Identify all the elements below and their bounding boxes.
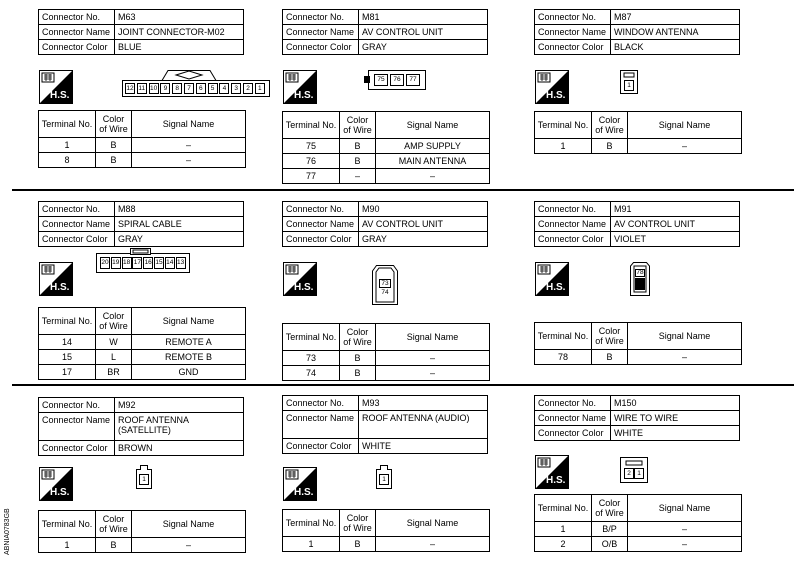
- connector-name-label: Connector Name: [283, 25, 359, 40]
- terminal-no-cell: 15: [39, 350, 96, 365]
- terminal-no-header: Terminal No.: [535, 112, 592, 139]
- terminal-no-cell: 14: [39, 335, 96, 350]
- connector-face-diagram: [620, 70, 638, 94]
- hs-harness-side-icon: [535, 70, 569, 104]
- signal-name-cell: MAIN ANTENNA: [376, 154, 490, 169]
- connector-pin: 73: [379, 279, 391, 288]
- connector-no-label: Connector No.: [39, 398, 115, 413]
- connector-pin: 6: [196, 83, 206, 94]
- wire-color-cell: B/P: [592, 522, 628, 537]
- connector-no-label: Connector No.: [39, 10, 115, 25]
- connector-pin: 20: [100, 257, 110, 269]
- table-row: [535, 350, 742, 365]
- connector-info-table: [38, 397, 244, 456]
- color-of-wire-header: Color of Wire: [340, 510, 376, 537]
- terminal-no-cell: 1: [535, 522, 592, 537]
- connector-pin: 2: [243, 83, 253, 94]
- connector-name-label: Connector Name: [39, 413, 115, 441]
- connector-face-diagram: [620, 457, 648, 483]
- terminal-no-header: Terminal No.: [535, 495, 592, 522]
- connector-face-diagram: [630, 262, 650, 296]
- terminal-no-cell: 8: [39, 153, 96, 168]
- terminal-table: [534, 111, 742, 154]
- connector-no-label: Connector No.: [283, 202, 359, 217]
- connector-color-label: Connector Color: [283, 40, 359, 55]
- connector-pin: 74: [381, 289, 389, 296]
- signal-name-cell: –: [132, 138, 246, 153]
- connector-color-label: Connector Color: [535, 426, 611, 441]
- hs-harness-side-icon: [39, 467, 73, 501]
- connector-color-label: Connector Color: [283, 439, 359, 454]
- hs-label: H.S.: [50, 282, 70, 293]
- wire-color-cell: L: [96, 350, 132, 365]
- signal-name-cell: GND: [132, 365, 246, 380]
- table-row: [283, 154, 490, 169]
- connector-color-value: BLACK: [611, 40, 740, 55]
- terminal-no-cell: 75: [283, 139, 340, 154]
- terminal-table: [282, 509, 490, 552]
- wire-color-cell: O/B: [592, 537, 628, 552]
- terminal-no-cell: 73: [283, 351, 340, 366]
- connector-name-label: Connector Name: [535, 217, 611, 232]
- connector-pin: 1: [634, 468, 644, 479]
- connector-name-value: WINDOW ANTENNA: [611, 25, 740, 40]
- hs-harness-side-icon: [39, 262, 73, 296]
- color-of-wire-header: Color of Wire: [340, 112, 376, 139]
- table-row: [283, 537, 490, 552]
- connector-no-value: M87: [611, 10, 740, 25]
- connector-name-value: AV CONTROL UNIT: [359, 217, 488, 232]
- connector-color-value: GRAY: [359, 40, 488, 55]
- hs-label: H.S.: [294, 90, 314, 101]
- signal-name-header: Signal Name: [628, 112, 742, 139]
- terminal-no-cell: 2: [535, 537, 592, 552]
- signal-name-cell: REMOTE A: [132, 335, 246, 350]
- signal-name-cell: –: [376, 351, 490, 366]
- connector-pin: 17: [132, 257, 142, 269]
- connector-pin: 5: [208, 83, 218, 94]
- connector-info-table: [282, 395, 488, 454]
- connector-no-value: M63: [115, 10, 244, 25]
- connector-pin: 4: [219, 83, 229, 94]
- connector-color-label: Connector Color: [39, 40, 115, 55]
- connector-color-value: BLUE: [115, 40, 244, 55]
- connector-no-value: M81: [359, 10, 488, 25]
- signal-name-header: Signal Name: [132, 111, 246, 138]
- connector-info-table: [534, 201, 740, 247]
- terminal-no-header: Terminal No.: [39, 111, 96, 138]
- connector-color-value: BROWN: [115, 441, 244, 456]
- terminal-table: [38, 110, 246, 168]
- signal-name-header: Signal Name: [628, 323, 742, 350]
- connector-pin: 76: [390, 74, 404, 86]
- terminal-no-cell: 17: [39, 365, 96, 380]
- connector-color-value: GRAY: [115, 232, 244, 247]
- hs-label: H.S.: [294, 487, 314, 498]
- connector-face-diagram: [122, 70, 270, 98]
- terminal-no-cell: 1: [39, 538, 96, 553]
- terminal-no-header: Terminal No.: [39, 308, 96, 335]
- connector-face-diagram: [376, 465, 392, 489]
- connector-pin: 15: [154, 257, 164, 269]
- color-of-wire-header: Color of Wire: [592, 112, 628, 139]
- color-of-wire-header: Color of Wire: [592, 323, 628, 350]
- terminal-no-cell: 1: [535, 139, 592, 154]
- wire-color-cell: B: [96, 138, 132, 153]
- hs-harness-side-icon: [283, 467, 317, 501]
- terminal-table: [282, 323, 490, 381]
- terminal-no-header: Terminal No.: [39, 511, 96, 538]
- wire-color-cell: B: [340, 351, 376, 366]
- signal-name-cell: –: [628, 537, 742, 552]
- connector-info-table: [534, 9, 740, 55]
- wire-color-cell: B: [592, 139, 628, 154]
- table-row: [535, 522, 742, 537]
- connector-pin: 10: [149, 85, 158, 92]
- connector-no-label: Connector No.: [535, 10, 611, 25]
- connector-pin: 14: [165, 257, 175, 269]
- connector-no-label: Connector No.: [283, 10, 359, 25]
- connector-no-label: Connector No.: [39, 202, 115, 217]
- connector-no-value: M150: [611, 396, 740, 411]
- connector-name-label: Connector Name: [39, 25, 115, 40]
- connector-no-value: M88: [115, 202, 244, 217]
- wire-color-cell: B: [592, 350, 628, 365]
- terminal-no-cell: 78: [535, 350, 592, 365]
- connector-pin: 18: [122, 257, 132, 269]
- connector-color-label: Connector Color: [535, 40, 611, 55]
- terminal-no-header: Terminal No.: [535, 323, 592, 350]
- table-row: [39, 138, 246, 153]
- connector-name-value: SPIRAL CABLE: [115, 217, 244, 232]
- connector-no-value: M91: [611, 202, 740, 217]
- connector-face-diagram: [136, 465, 152, 489]
- terminal-table: [38, 307, 246, 380]
- signal-name-header: Signal Name: [132, 511, 246, 538]
- hs-harness-side-icon: [39, 70, 73, 104]
- connector-name-value: JOINT CONNECTOR-M02: [115, 25, 244, 40]
- signal-name-cell: AMP SUPPLY: [376, 139, 490, 154]
- wire-color-cell: B: [96, 153, 132, 168]
- connector-color-label: Connector Color: [39, 232, 115, 247]
- connector-no-value: M90: [359, 202, 488, 217]
- terminal-no-header: Terminal No.: [283, 112, 340, 139]
- section-divider: [12, 384, 794, 386]
- wire-color-cell: B: [340, 154, 376, 169]
- hs-harness-side-icon: [283, 262, 317, 296]
- connector-color-label: Connector Color: [535, 232, 611, 247]
- connector-face-diagram: [96, 247, 190, 273]
- connector-pin: 19: [111, 257, 121, 269]
- table-row: [283, 351, 490, 366]
- connector-pin: 78: [636, 269, 644, 276]
- connector-color-label: Connector Color: [283, 232, 359, 247]
- color-of-wire-header: Color of Wire: [592, 495, 628, 522]
- hs-label: H.S.: [50, 90, 70, 101]
- connector-name-value: AV CONTROL UNIT: [359, 25, 488, 40]
- hs-label: H.S.: [50, 487, 70, 498]
- table-row: [283, 139, 490, 154]
- connector-pin: 1: [139, 474, 149, 485]
- connector-pin: 3: [231, 83, 241, 94]
- connector-info-table: [38, 9, 244, 55]
- terminal-no-header: Terminal No.: [283, 510, 340, 537]
- connector-pin: 1: [624, 80, 634, 91]
- color-of-wire-header: Color of Wire: [340, 324, 376, 351]
- connector-face-diagram: [372, 265, 398, 305]
- wire-color-cell: BR: [96, 365, 132, 380]
- connector-no-value: M93: [359, 396, 488, 411]
- hs-label: H.S.: [546, 475, 566, 486]
- connector-info-table: [282, 201, 488, 247]
- table-row: [535, 537, 742, 552]
- hs-label: H.S.: [546, 90, 566, 101]
- terminal-table: [282, 111, 490, 184]
- connector-color-label: Connector Color: [39, 441, 115, 456]
- terminal-no-header: Terminal No.: [283, 324, 340, 351]
- signal-name-cell: –: [132, 153, 246, 168]
- connector-color-value: GRAY: [359, 232, 488, 247]
- hs-harness-side-icon: [283, 70, 317, 104]
- connector-info-table: [534, 395, 740, 441]
- signal-name-header: Signal Name: [376, 112, 490, 139]
- terminal-no-cell: 1: [39, 138, 96, 153]
- table-row: [39, 365, 246, 380]
- wire-color-cell: B: [340, 537, 376, 552]
- figure-code: ABNIA0783GB: [4, 508, 11, 555]
- section-divider: [12, 189, 794, 191]
- connector-pin: 16: [143, 257, 153, 269]
- signal-name-header: Signal Name: [628, 495, 742, 522]
- connector-name-label: Connector Name: [535, 411, 611, 426]
- connector-name-value: AV CONTROL UNIT: [611, 217, 740, 232]
- table-row: [39, 153, 246, 168]
- wire-color-cell: B: [96, 538, 132, 553]
- connector-pin: 13: [176, 257, 186, 269]
- connector-pin: 77: [406, 74, 420, 86]
- table-row: [283, 366, 490, 381]
- connector-info-table: [38, 201, 244, 247]
- wire-color-cell: B: [340, 139, 376, 154]
- connector-color-value: VIOLET: [611, 232, 740, 247]
- connector-name-value: ROOF ANTENNA (AUDIO): [359, 411, 488, 439]
- hs-label: H.S.: [294, 282, 314, 293]
- connector-pin: 9: [160, 83, 170, 94]
- connector-face-diagram: [364, 70, 426, 90]
- table-row: [39, 350, 246, 365]
- connector-name-label: Connector Name: [283, 217, 359, 232]
- connector-pin: 1: [379, 474, 389, 485]
- signal-name-header: Signal Name: [376, 324, 490, 351]
- connector-pin: 1: [255, 83, 265, 94]
- connector-name-label: Connector Name: [535, 25, 611, 40]
- signal-name-cell: –: [628, 350, 742, 365]
- signal-name-cell: –: [628, 522, 742, 537]
- terminal-no-cell: 77: [283, 169, 340, 184]
- signal-name-header: Signal Name: [132, 308, 246, 335]
- terminal-no-cell: 74: [283, 366, 340, 381]
- table-row: [283, 169, 490, 184]
- connector-no-label: Connector No.: [535, 202, 611, 217]
- connector-info-table: [282, 9, 488, 55]
- hs-label: H.S.: [546, 282, 566, 293]
- connector-name-label: Connector Name: [39, 217, 115, 232]
- wire-color-cell: W: [96, 335, 132, 350]
- connector-name-value: WIRE TO WIRE: [611, 411, 740, 426]
- color-of-wire-header: Color of Wire: [96, 111, 132, 138]
- connector-pin: 8: [172, 83, 182, 94]
- connector-color-value: WHITE: [359, 439, 488, 454]
- connector-name-label: Connector Name: [283, 411, 359, 439]
- table-row: [535, 139, 742, 154]
- signal-name-cell: –: [132, 538, 246, 553]
- signal-name-cell: REMOTE B: [132, 350, 246, 365]
- terminal-table: [534, 494, 742, 552]
- connector-pin: 11: [138, 85, 146, 92]
- connector-no-label: Connector No.: [535, 396, 611, 411]
- connector-pin: 2: [624, 468, 634, 479]
- signal-name-cell: –: [628, 139, 742, 154]
- connector-name-value: ROOF ANTENNA (SATELLITE): [115, 413, 244, 441]
- connector-color-value: WHITE: [611, 426, 740, 441]
- connector-no-value: M92: [115, 398, 244, 413]
- terminal-no-cell: 1: [283, 537, 340, 552]
- connector-no-label: Connector No.: [283, 396, 359, 411]
- connector-pin: 7: [184, 83, 194, 94]
- signal-name-cell: –: [376, 366, 490, 381]
- terminal-table: [38, 510, 246, 553]
- wire-color-cell: B: [340, 366, 376, 381]
- table-row: [39, 335, 246, 350]
- connector-pin: 75: [374, 74, 388, 86]
- color-of-wire-header: Color of Wire: [96, 308, 132, 335]
- signal-name-header: Signal Name: [376, 510, 490, 537]
- connector-pin: 12: [126, 85, 134, 92]
- terminal-table: [534, 322, 742, 365]
- terminal-no-cell: 76: [283, 154, 340, 169]
- color-of-wire-header: Color of Wire: [96, 511, 132, 538]
- hs-harness-side-icon: [535, 455, 569, 489]
- hs-harness-side-icon: [535, 262, 569, 296]
- signal-name-cell: –: [376, 537, 490, 552]
- table-row: [39, 538, 246, 553]
- signal-name-cell: –: [376, 169, 490, 184]
- wire-color-cell: –: [340, 169, 376, 184]
